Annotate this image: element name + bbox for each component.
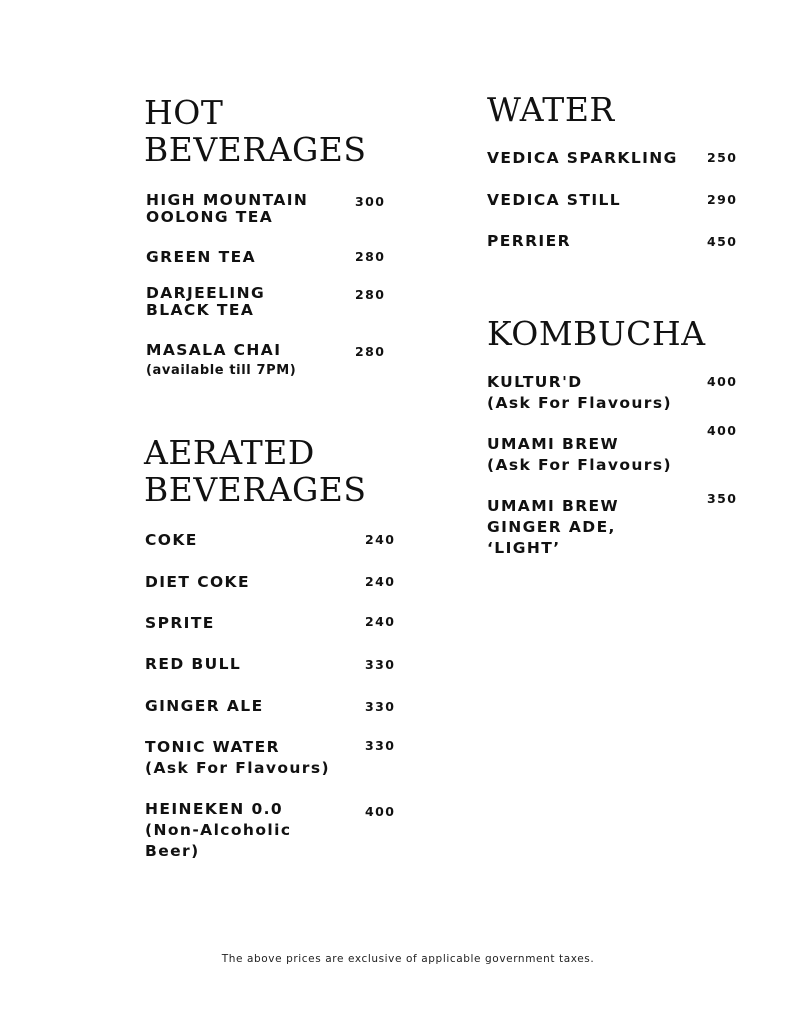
tax-disclaimer: The above prices are exclusive of applicable government taxes. (221, 953, 595, 965)
menu-item-name-sprite: SPRITE (145, 614, 215, 632)
menu-item-price: 240 (365, 574, 396, 589)
section-title-water: WATER (487, 90, 615, 129)
menu-item-name-tonic-water: TONIC WATER (Ask For Flavours) (145, 738, 330, 777)
menu-item-name-vedica-still: VEDICA STILL (487, 191, 622, 209)
menu-item-name-masala-chai: MASALA CHAI (146, 341, 282, 359)
section-title-hot-beverages: HOT BEVERAGES (144, 93, 367, 169)
menu-item-price: 240 (365, 532, 396, 547)
menu-item-name-heineken-zero: HEINEKEN 0.0 (Non-Alcoholic Beer) (145, 800, 292, 860)
menu-item-name-coke: COKE (145, 531, 198, 549)
menu-item-price: 240 (365, 614, 396, 629)
section-title-aerated-beverages: AERATED BEVERAGES (144, 433, 367, 509)
menu-item-price: 400 (707, 374, 738, 389)
menu-item-name-kulturd: KULTUR'D (Ask For Flavours) (487, 373, 672, 412)
menu-item-name-green-tea: GREEN TEA (146, 248, 256, 266)
menu-item-name-red-bull: RED BULL (145, 655, 242, 673)
menu-item-price: 280 (355, 287, 386, 302)
menu-item-price: 250 (707, 150, 738, 165)
menu-item-name-umami-brew: UMAMI BREW (Ask For Flavours) (487, 435, 672, 474)
menu-item-note-availability: (available till 7PM) (146, 363, 297, 378)
menu-item-name-high-mountain-oolong-tea: HIGH MOUNTAIN OOLONG TEA (146, 191, 309, 226)
menu-item-price: 400 (707, 423, 738, 438)
menu-item-price: 330 (365, 657, 396, 672)
section-title-kombucha: KOMBUCHA (487, 314, 706, 353)
menu-item-price: 290 (707, 192, 738, 207)
menu-item-name-perrier: PERRIER (487, 232, 571, 250)
menu-item-name-ginger-ale: GINGER ALE (145, 697, 264, 715)
menu-item-price: 350 (707, 491, 738, 506)
menu-item-price: 450 (707, 234, 738, 249)
menu-item-price: 330 (365, 738, 396, 753)
menu-item-price: 300 (355, 194, 386, 209)
menu-item-price: 280 (355, 344, 386, 359)
menu-item-name-darjeeling-black-tea: DARJEELING BLACK TEA (146, 284, 266, 319)
menu-item-price: 400 (365, 804, 396, 819)
menu-item-price: 330 (365, 699, 396, 714)
menu-item-name-vedica-sparkling: VEDICA SPARKLING (487, 149, 678, 167)
menu-item-price: 280 (355, 249, 386, 264)
menu-item-name-umami-brew-ginger-ade: UMAMI BREW GINGER ADE, ‘LIGHT’ (487, 497, 620, 557)
menu-item-name-diet-coke: DIET COKE (145, 573, 250, 591)
